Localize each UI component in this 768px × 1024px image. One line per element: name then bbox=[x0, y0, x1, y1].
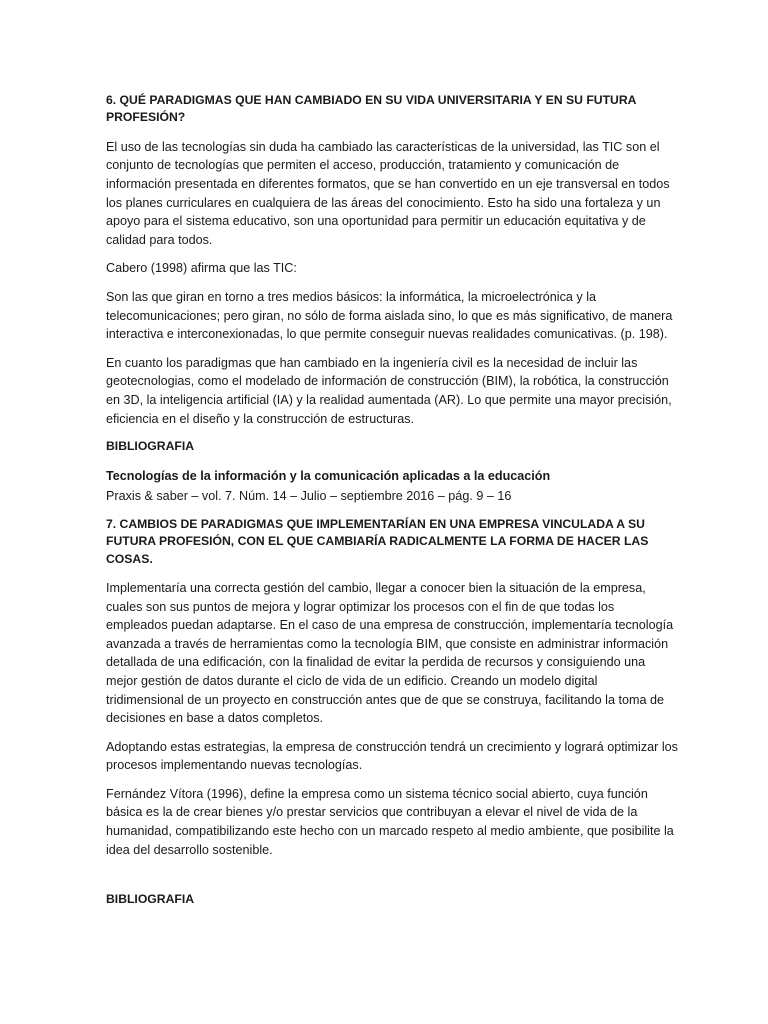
document-page bbox=[106, 92, 678, 920]
section-6-quote: Son las que giran en torno a tres medios básicos: la informática, la microelectrónica y la telecomunicaciones; pero giran, no sólo de forma aislada sino, lo que es más significativo, de manera interactiva e interconexionadas, lo que permite conseguir nuevas realidades comunicativas. (p. 198). bbox=[106, 289, 673, 342]
section-6-paragraph-4: En cuanto los paradigmas que han cambiado en la ingeniería civil es la necesidad de incluir las geotecnologias, como el modelado de información de construcción (BIM), la robótica, la construcción en 3D, la inteligencia artificial (IA) y la realidad aumentada (AR). Lo que permite una mayor precisión, eficiencia en el diseño y la construcción de estructuras. bbox=[106, 355, 672, 426]
blank-line bbox=[106, 869, 678, 891]
section-6-heading: 6. QUÉ PARADIGMAS QUE HAN CAMBIADO EN SU VIDA UNIVERSITARIA Y EN SU FUTURA PROFESIÓN? bbox=[106, 93, 636, 125]
section-7-paragraph-1: Implementaría una correcta gestión del cambio, llegar a conocer bien la situación de la empresa, cuales son sus puntos de mejora y lograr optimizar los procesos con el fin de que todas los empleados puedan adaptarse. En el caso de una empresa de construcción, implementaría tecnología avanzada a través de herramientas como la tecnología BIM, que consiste en administrar información detallada de una edificación, con la finalidad de evitar la perdida de recursos y consiguiendo una mejor gestión de datos durante el ciclo de vida de un edificio. Creando un modelo digital tridimensional de un proyecto en construcción antes que de que se construya, facilitando la toma de decisiones en base a datos completos. bbox=[106, 580, 674, 726]
section-6-paragraph-2: Cabero (1998) afirma que las TIC: bbox=[106, 261, 297, 276]
bibliography-entry-title: Tecnologías de la información y la comunicación aplicadas a la educación bbox=[106, 468, 551, 483]
bibliography-entry-source: Praxis & saber – vol. 7. Núm. 14 – Julio – septiembre 2016 – pág. 9 – 16 bbox=[106, 489, 512, 504]
section-7-heading: 7. CAMBIOS DE PARADIGMAS QUE IMPLEMENTARÍAN EN UNA EMPRESA VINCULADA A SU FUTURA PROFESIÓN, CON EL QUE CAMBIARÍA RADICALMENTE LA FORMA DE HACER LAS COSAS. bbox=[106, 516, 649, 566]
section-7-bibliography-heading: BIBLIOGRAFIA bbox=[106, 892, 195, 907]
section-6-paragraph-1: El uso de las tecnologías sin duda ha cambiado las características de la universidad, las TIC son el conjunto de tecnologías que permiten el acceso, producción, tratamiento y comunicación de información presentada en diferentes formatos, que se han convertido en un eje transversal en todos los planes curriculares en cualquiera de las áreas del conocimiento. Esto ha sido una fortaleza y un apoyo para el sistema educativo, son una oportunidad para permitir un educación equitativa y de calidad para todos. bbox=[106, 139, 670, 247]
section-7-paragraph-2: Adoptando estas estrategias, la empresa de construcción tendrá un crecimiento y logrará optimizar los procesos implementando nuevas tecnologías. bbox=[106, 739, 678, 773]
section-7-paragraph-3: Fernández Vítora (1996), define la empresa como un sistema técnico social abierto, cuya función básica es la de crear bienes y/o prestar servicios que contribuyan a elevar el nivel de vida de la humanidad, compatibilizando este hecho con un marcado respeto al medio ambiente, que posibilite la idea del desarrollo sostenible. bbox=[106, 786, 674, 857]
section-6-bibliography-heading: BIBLIOGRAFIA bbox=[106, 439, 195, 454]
